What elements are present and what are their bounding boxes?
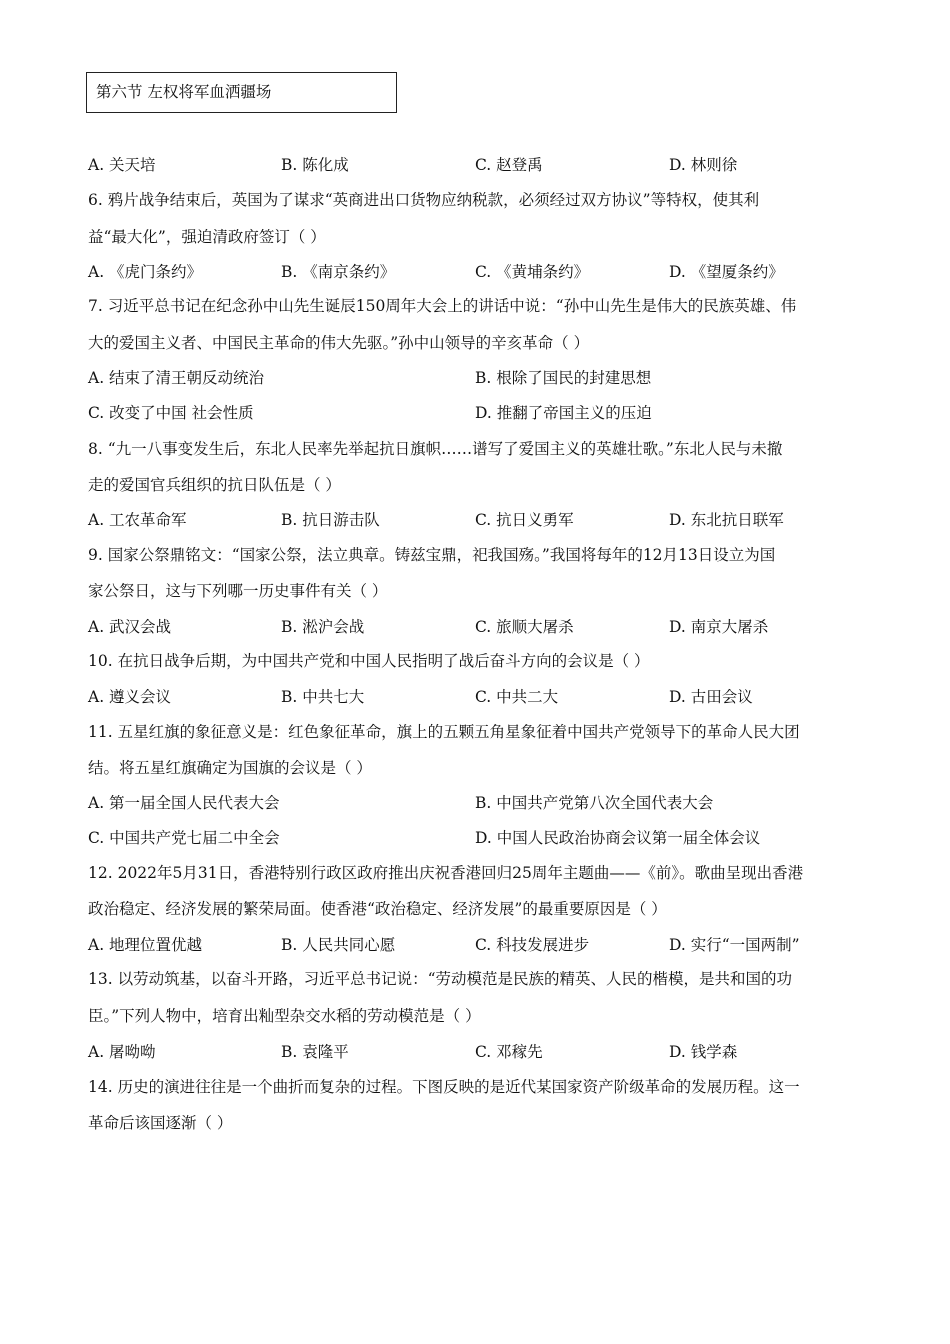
q7-option-a: A. 结束了清王朝反动统治 (88, 369, 265, 387)
q13-option-c: C. 邓稼先 (475, 1043, 543, 1061)
q14-stem-line-1: 14. 历史的演进往往是一个曲折而复杂的过程。下图反映的是近代某国家资产阶级革命的发展历程。这一 (88, 1078, 800, 1096)
q8-stem-line-2: 走的爱国官兵组织的抗日队伍是（ ） (88, 476, 341, 494)
q10-option-d: D. 古田会议 (669, 688, 753, 706)
q12-stem-line-1: 12. 2022年5月31日，香港特别行政区政府推出庆祝香港回归25周年主题曲——《前》。歌曲呈现出香港 (88, 864, 804, 882)
q8-stem-line-1: 8. “九一八事变发生后，东北人民率先举起抗日旗帜……谱写了爱国主义的英雄壮歌。”东北人民与未撤 (88, 440, 783, 458)
q10-stem-line-1: 10. 在抗日战争后期，为中国共产党和中国人民指明了战后奋斗方向的会议是（ ） (88, 652, 650, 670)
q8-option-c: C. 抗日义勇军 (475, 511, 574, 529)
section-title-box: 第六节 左权将军血洒疆场 (86, 72, 397, 113)
q13-option-a: A. 屠呦呦 (88, 1043, 156, 1061)
q10-option-b: B. 中共七大 (281, 688, 365, 706)
q9-stem-line-2: 家公祭日，这与下列哪一历史事件有关（ ） (88, 582, 388, 600)
q7-option-d: D. 推翻了帝国主义的压迫 (475, 404, 652, 422)
q9-option-d: D. 南京大屠杀 (669, 618, 769, 636)
q6-option-b: B. 《南京条约》 (281, 263, 396, 281)
q13-option-d: D. 钱学森 (669, 1043, 738, 1061)
q9-option-a: A. 武汉会战 (88, 618, 172, 636)
q9-option-c: C. 旅顺大屠杀 (475, 618, 574, 636)
q6-option-a: A. 《虎门条约》 (88, 263, 203, 281)
q5-option-a: A. 关天培 (88, 156, 156, 174)
q14-stem-line-2: 革命后该国逐渐（ ） (88, 1114, 233, 1132)
q12-option-b: B. 人民共同心愿 (281, 936, 396, 954)
q11-stem-line-2: 结。将五星红旗确定为国旗的会议是（ ） (88, 759, 372, 777)
q7-stem-line-2: 大的爱国主义者、中国民主革命的伟大先驱。”孙中山领导的辛亥革命（ ） (88, 334, 590, 352)
q12-option-d: D. 实行“一国两制” (669, 936, 800, 954)
q12-stem-line-2: 政治稳定、经济发展的繁荣局面。使香港“政治稳定、经济发展”的最重要原因是（ ） (88, 900, 667, 918)
q10-option-c: C. 中共二大 (475, 688, 559, 706)
q11-option-b: B. 中国共产党第八次全国代表大会 (475, 794, 714, 812)
q7-stem-line-1: 7. 习近平总书记在纪念孙中山先生诞辰150周年大会上的讲话中说：“孙中山先生是伟大的民族英雄、伟 (88, 297, 797, 315)
q7-option-b: B. 根除了国民的封建思想 (475, 369, 652, 387)
q13-stem-line-1: 13. 以劳动筑基，以奋斗开路，习近平总书记说：“劳动模范是民族的精英、人民的楷模，是共和国的功 (88, 970, 793, 988)
q7-option-c: C. 改变了中国 社会性质 (88, 404, 254, 422)
q11-option-d: D. 中国人民政治协商会议第一届全体会议 (475, 829, 761, 847)
q6-option-d: D. 《望厦条约》 (669, 263, 784, 281)
q13-stem-line-2: 臣。”下列人物中，培育出籼型杂交水稻的劳动模范是（ ） (88, 1007, 481, 1025)
q8-option-a: A. 工农革命军 (88, 511, 187, 529)
q9-option-b: B. 淞沪会战 (281, 618, 365, 636)
q10-option-a: A. 遵义会议 (88, 688, 172, 706)
q6-stem-line-1: 6. 鸦片战争结束后，英国为了谋求“英商进出口货物应纳税款，必须经过双方协议”等特权，使其利 (88, 191, 760, 209)
q8-option-b: B. 抗日游击队 (281, 511, 380, 529)
q13-option-b: B. 袁隆平 (281, 1043, 349, 1061)
q6-option-c: C. 《黄埔条约》 (475, 263, 590, 281)
q9-stem-line-1: 9. 国家公祭鼎铭文：“国家公祭，法立典章。铸兹宝鼎，祀我国殇。”我国将每年的12月13日设立为国 (88, 546, 776, 564)
q12-option-a: A. 地理位置优越 (88, 936, 203, 954)
q5-option-d: D. 林则徐 (669, 156, 738, 174)
q12-option-c: C. 科技发展进步 (475, 936, 590, 954)
q5-option-c: C. 赵登禹 (475, 156, 543, 174)
q11-option-c: C. 中国共产党七届二中全会 (88, 829, 280, 847)
q6-stem-line-2: 益“最大化”，强迫清政府签订（ ） (88, 228, 326, 246)
q11-stem-line-1: 11. 五星红旗的象征意义是：红色象征革命，旗上的五颗五角星象征着中国共产党领导下的革命人民大团 (88, 723, 800, 741)
q11-option-a: A. 第一届全国人民代表大会 (88, 794, 280, 812)
q5-option-b: B. 陈化成 (281, 156, 349, 174)
q8-option-d: D. 东北抗日联军 (669, 511, 784, 529)
